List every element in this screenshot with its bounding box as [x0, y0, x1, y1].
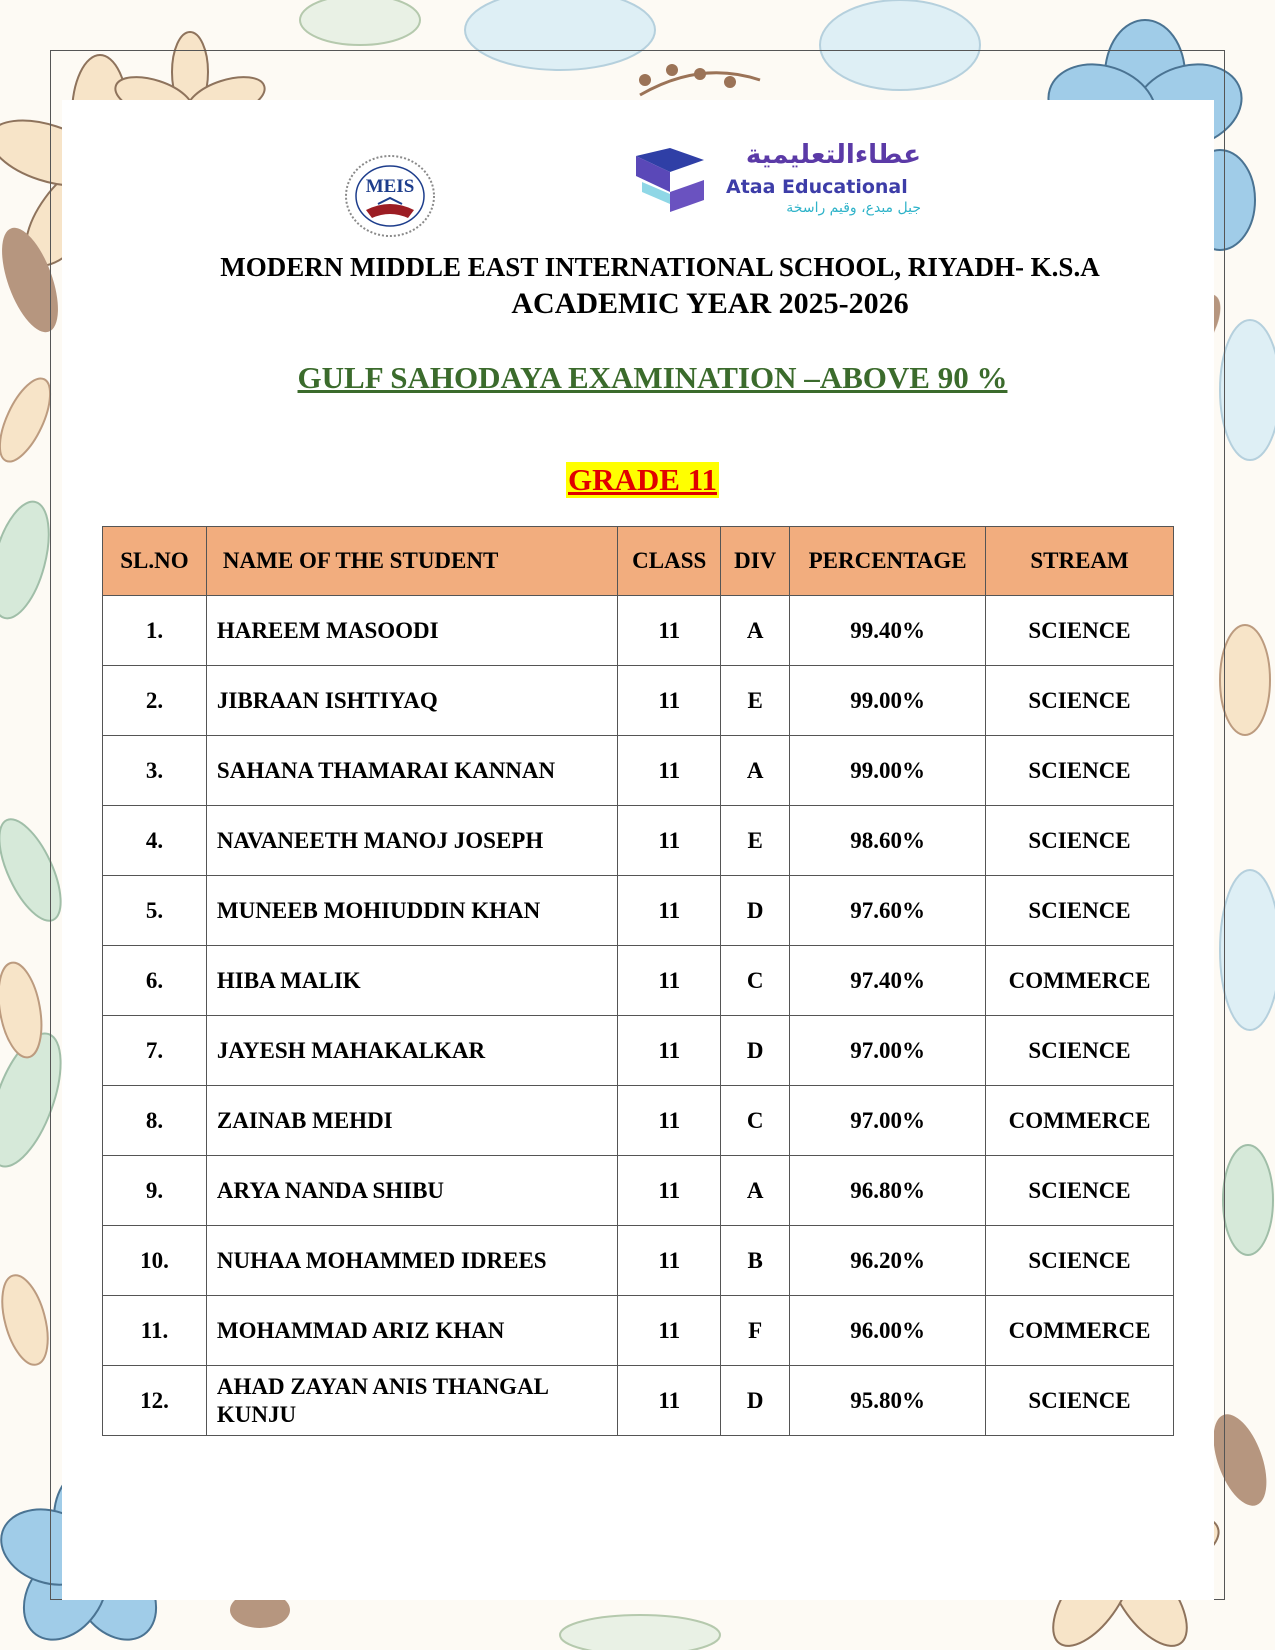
cell-class: 11 [618, 666, 721, 736]
table-row [103, 736, 1174, 806]
cell-sl-no: 9. [103, 1156, 207, 1226]
cell-class: 11 [618, 876, 721, 946]
cell-sl-no: 7. [103, 1016, 207, 1086]
table-row [103, 876, 1174, 946]
cell-class: 11 [618, 1366, 721, 1436]
cell-div: B [721, 1226, 790, 1296]
table-row [103, 806, 1174, 876]
cell-class: 11 [618, 1226, 721, 1296]
header-class: CLASS [618, 527, 721, 596]
cell-student-name: AHAD ZAYAN ANIS THANGAL KUNJU [206, 1366, 617, 1436]
cell-stream: SCIENCE [986, 806, 1174, 876]
header-percentage: PERCENTAGE [790, 527, 986, 596]
results-table [102, 526, 1174, 1436]
cell-div: D [721, 876, 790, 946]
table-row [103, 946, 1174, 1016]
ataa-tagline: جيل مبدع، وقيم راسخة [786, 200, 921, 216]
cell-percentage: 96.80% [790, 1156, 986, 1226]
cell-class: 11 [618, 1016, 721, 1086]
table-row [103, 1156, 1174, 1226]
cell-sl-no: 5. [103, 876, 207, 946]
table-row [103, 1086, 1174, 1156]
exam-title: GULF SAHODAYA EXAMINATION –ABOVE 90 % [297, 360, 1008, 395]
cell-class: 11 [618, 946, 721, 1016]
cell-class: 11 [618, 806, 721, 876]
cell-class: 11 [618, 736, 721, 806]
cell-student-name: JIBRAAN ISHTIYAQ [206, 666, 617, 736]
cell-stream: SCIENCE [986, 1366, 1174, 1436]
cell-sl-no: 8. [103, 1086, 207, 1156]
cell-div: D [721, 1016, 790, 1086]
cell-percentage: 96.00% [790, 1296, 986, 1366]
ataa-educational-logo [630, 140, 930, 220]
cell-percentage: 96.20% [790, 1226, 986, 1296]
ataa-english-name: Ataa Educational [726, 176, 908, 198]
cell-percentage: 98.60% [790, 806, 986, 876]
cell-student-name: HIBA MALIK [206, 946, 617, 1016]
table-row [103, 1016, 1174, 1086]
cell-percentage: 99.00% [790, 666, 986, 736]
cell-sl-no: 6. [103, 946, 207, 1016]
cell-percentage: 97.60% [790, 876, 986, 946]
cell-percentage: 99.40% [790, 596, 986, 666]
academic-year: ACADEMIC YEAR 2025-2026 [511, 287, 909, 320]
header-student-name: NAME OF THE STUDENT [206, 527, 617, 596]
header-div: DIV [721, 527, 790, 596]
grade-heading: GRADE 11 [568, 462, 717, 497]
cell-div: E [721, 806, 790, 876]
cell-student-name: JAYESH MAHAKALKAR [206, 1016, 617, 1086]
cell-percentage: 97.00% [790, 1016, 986, 1086]
cell-div: D [721, 1366, 790, 1436]
cell-sl-no: 2. [103, 666, 207, 736]
cell-stream: SCIENCE [986, 876, 1174, 946]
table-row [103, 596, 1174, 666]
cell-stream: SCIENCE [986, 666, 1174, 736]
cell-sl-no: 12. [103, 1366, 207, 1436]
cell-sl-no: 10. [103, 1226, 207, 1296]
cell-stream: SCIENCE [986, 596, 1174, 666]
cell-div: F [721, 1296, 790, 1366]
cell-percentage: 95.80% [790, 1366, 986, 1436]
cell-stream: SCIENCE [986, 1226, 1174, 1296]
cell-student-name: NUHAA MOHAMMED IDREES [206, 1226, 617, 1296]
table-row [103, 666, 1174, 736]
cell-div: A [721, 736, 790, 806]
cell-class: 11 [618, 1296, 721, 1366]
cell-stream: SCIENCE [986, 1016, 1174, 1086]
cell-div: A [721, 596, 790, 666]
cell-class: 11 [618, 1156, 721, 1226]
cell-sl-no: 4. [103, 806, 207, 876]
cell-percentage: 97.00% [790, 1086, 986, 1156]
cell-student-name: MOHAMMAD ARIZ KHAN [206, 1296, 617, 1366]
cell-sl-no: 1. [103, 596, 207, 666]
ataa-arabic-name: عطاءالتعليمية [745, 140, 921, 170]
meis-logo-text: MEIS [365, 176, 415, 197]
cell-stream: COMMERCE [986, 1086, 1174, 1156]
cell-student-name: MUNEEB MOHIUDDIN KHAN [206, 876, 617, 946]
cell-class: 11 [618, 596, 721, 666]
cell-percentage: 99.00% [790, 736, 986, 806]
table-row [103, 1226, 1174, 1296]
ataa-logo-mark [630, 146, 710, 218]
cell-class: 11 [618, 1086, 721, 1156]
cell-student-name: SAHANA THAMARAI KANNAN [206, 736, 617, 806]
cell-student-name: NAVANEETH MANOJ JOSEPH [206, 806, 617, 876]
school-name: MODERN MIDDLE EAST INTERNATIONAL SCHOOL, RIYADH- K.S.A [220, 252, 1100, 282]
cell-div: C [721, 946, 790, 1016]
table-row [103, 1296, 1174, 1366]
cell-div: E [721, 666, 790, 736]
cell-stream: SCIENCE [986, 1156, 1174, 1226]
cell-student-name: ARYA NANDA SHIBU [206, 1156, 617, 1226]
grade-heading-wrap [0, 462, 1275, 498]
cell-div: C [721, 1086, 790, 1156]
cell-stream: SCIENCE [986, 736, 1174, 806]
cell-student-name: ZAINAB MEHDI [206, 1086, 617, 1156]
table-row [103, 1366, 1174, 1436]
cell-stream: COMMERCE [986, 1296, 1174, 1366]
header-stream: STREAM [986, 527, 1174, 596]
cell-student-name: HAREEM MASOODI [206, 596, 617, 666]
cell-sl-no: 3. [103, 736, 207, 806]
cell-div: A [721, 1156, 790, 1226]
table-header-row [103, 527, 1174, 596]
header-sl-no: SL.NO [103, 527, 207, 596]
cell-stream: COMMERCE [986, 946, 1174, 1016]
meis-school-logo [342, 152, 438, 240]
cell-percentage: 97.40% [790, 946, 986, 1016]
cell-sl-no: 11. [103, 1296, 207, 1366]
